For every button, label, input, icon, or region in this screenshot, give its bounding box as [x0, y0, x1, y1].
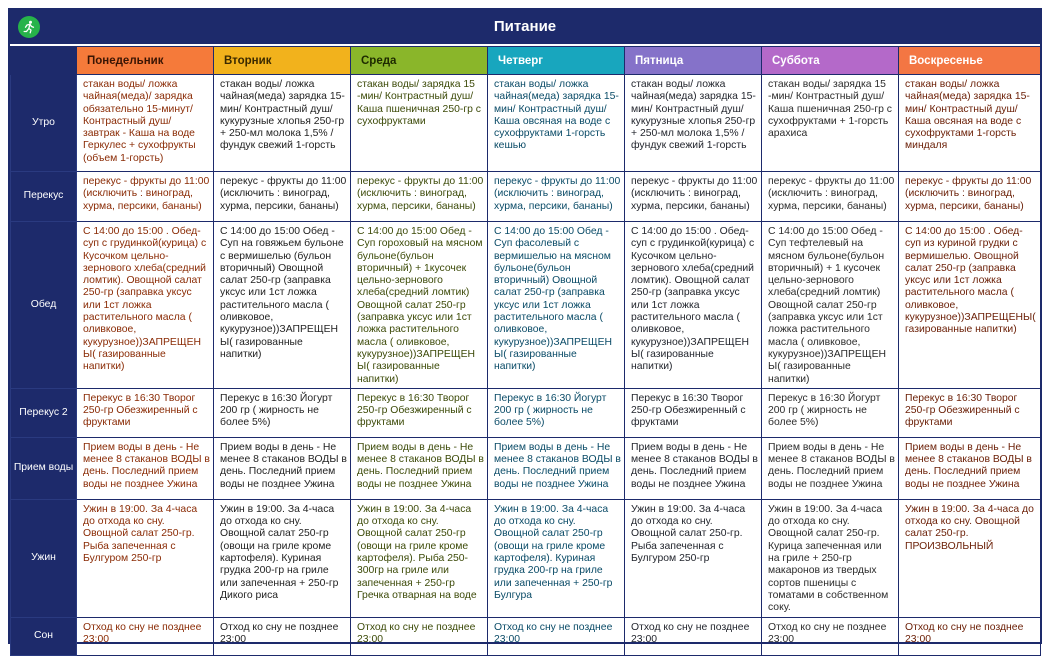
meal-cell: С 14:00 до 15:00 . Обед-суп из куриной грудки с вермишелью. Овощной салат 250-гр (заправка уксус или 1ст ложка растительного масла ( оливковое, кукурузное))ЗАПРЕЩЕНЫ( газированные напитки) — [899, 222, 1041, 389]
meal-cell: Прием воды в день - Не менее 8 стаканов ВОДЫ в день. Последний прием воды не позднее Ужина — [351, 437, 488, 499]
meal-cell: стакан воды/ зарядка 15 -мин/ Контрастный душ/ Каша пшеничная 250-гр с сухофруктами + 1-горсть арахиса — [762, 75, 899, 172]
meal-cell: Ужин в 19:00. За 4-часа до отхода ко сну. Овощной салат 250-гр (овощи на гриле кроме картофеля). Куриная грудка 200-гр на гриле или запеченная + 250-гр Булгура — [488, 499, 625, 617]
meal-cell: перекус - фрукты до 11:00 (исключить : виноград, хурма, персики, бананы) — [214, 172, 351, 222]
row-lunch — [11, 222, 1041, 389]
meal-cell: Прием воды в день - Не менее 8 стаканов ВОДЫ в день. Последний прием воды не позднее Ужина — [762, 437, 899, 499]
day-header-thursday: Четверг — [488, 47, 625, 75]
row-dinner — [11, 499, 1041, 617]
day-header-friday: Пятница — [625, 47, 762, 75]
meal-cell: стакан воды/ ложка чайная(меда) зарядка 15-мин/ Контрастный душ/ кукурузные хлопья 250-гр + 250-мл молока 1,5% / фундук свежий 1-горсть — [625, 75, 762, 172]
meal-cell: Прием воды в день - Не менее 8 стаканов ВОДЫ в день. Последний прием воды не позднее Ужина — [488, 437, 625, 499]
meal-cell: перекус - фрукты до 11:00 (исключить : виноград, хурма, персики, бананы) — [488, 172, 625, 222]
row-snack-2 — [11, 388, 1041, 437]
row-label: Прием воды — [11, 437, 77, 499]
row-label: Сон — [11, 617, 77, 655]
meal-cell: Ужин в 19:00. За 4-часа до отхода ко сну. Овощной салат 250-гр. Курица запеченная или на гриле + 250-гр макаронов из твердых сортов пшеницы с томатами в собственном соку. — [762, 499, 899, 617]
row-snack — [11, 172, 1041, 222]
meal-cell: Отход ко сну не позднее 23:00 — [351, 617, 488, 655]
meal-cell: стакан воды/ ложка чайная(меда) зарядка 15-мин/ Контрастный душ/ кукурузные хлопья 250-гр + 250-мл молока 1,5% / фундук свежий 1-горсть — [214, 75, 351, 172]
meal-cell: стакан воды/ ложка чайная(меда)/ зарядка обязательно 15-минут/ Контрастный душ/ завтрак - Каша на воде Геркулес + сухофрукты (объем 1-горсть) — [77, 75, 214, 172]
meal-cell: Отход ко сну не позднее 23:00 — [488, 617, 625, 655]
meal-schedule-table — [10, 46, 1041, 656]
meal-cell: С 14:00 до 15:00 . Обед-суп с грудинкой(курица) с Кусочком цельно-зернового хлеба(средний ломтик). Овощной салат 250-гр (заправка уксус или 1ст ложка растительного масла ( оливковое, кукурузное))ЗАПРЕЩЕНЫ( газированные напитки) — [625, 222, 762, 389]
row-label: Утро — [11, 75, 77, 172]
meal-cell: Ужин в 19:00. За 4-часа до отхода ко сну. Овощной салат 250-гр. ПРОИЗВОЛЬНЫЙ — [899, 499, 1041, 617]
meal-cell: перекус - фрукты до 11:00 (исключить : виноград, хурма, персики, бананы) — [762, 172, 899, 222]
meal-cell: С 14:00 до 15:00 . Обед-суп с грудинкой(курица) с Кусочком цельно-зернового хлеба(средний ломтик). Овощной салат 250-гр (заправка уксус или 1ст ложка растительного масла ( оливковое, кукурузное))ЗАПРЕЩЕНЫ( газированные напитки) — [77, 222, 214, 389]
meal-cell: Перекус в 16:30 Йогурт 200 гр ( жирность не более 5%) — [214, 388, 351, 437]
meal-cell: перекус - фрукты до 11:00 (исключить : виноград, хурма, персики, бананы) — [625, 172, 762, 222]
day-header-sunday: Воскресенье — [899, 47, 1041, 75]
meal-cell: Прием воды в день - Не менее 8 стаканов ВОДЫ в день. Последний прием воды не позднее Ужина — [214, 437, 351, 499]
header-corner — [11, 47, 77, 75]
meal-cell: Перекус в 16:30 Йогурт 200 гр ( жирность не более 5%) — [488, 388, 625, 437]
meal-cell: С 14:00 до 15:00 Обед - Суп на говяжьем бульоне с вермишелью (бульон вторичный) Овощной салат 250-гр (заправка уксус или 1ст ложка растительного масла ( оливковое, кукурузное))ЗАПРЕЩЕНЫ( газированные напитки) — [214, 222, 351, 389]
meal-cell: Отход ко сну не позднее 23:00 — [625, 617, 762, 655]
meal-cell: Ужин в 19:00. За 4-часа до отхода ко сну. Овощной салат 250-гр. Рыба запеченная с Булгуром 250-гр — [77, 499, 214, 617]
day-header-monday: Понедельник — [77, 47, 214, 75]
row-label: Перекус — [11, 172, 77, 222]
meal-cell: Ужин в 19:00. За 4-часа до отхода ко сну. Овощной салат 250-гр (овощи на гриле кроме картофеля). Рыба 250-300гр на гриле или запеченная + 250-гр Гречка отварная на воде — [351, 499, 488, 617]
meal-cell: Прием воды в день - Не менее 8 стаканов ВОДЫ в день. Последний прием воды не позднее Ужина — [625, 437, 762, 499]
title-bar — [10, 10, 1040, 44]
day-header-saturday: Суббота — [762, 47, 899, 75]
meal-cell: перекус - фрукты до 11:00 (исключить : виноград, хурма, персики, бананы) — [77, 172, 214, 222]
meal-cell: стакан воды/ ложка чайная(меда) зарядка 15-мин/ Контрастный душ/ Каша овсяная на воде с сухофруктами 1-горсть кешью — [488, 75, 625, 172]
meal-cell: Отход ко сну не позднее 23:00 — [762, 617, 899, 655]
day-header-wednesday: Среда — [351, 47, 488, 75]
meal-cell: перекус - фрукты до 11:00 (исключить : виноград, хурма, персики, бананы) — [351, 172, 488, 222]
meal-cell: С 14:00 до 15:00 Обед - Суп гороховый на мясном бульоне(бульон вторичный) + 1кусочек цельно-зернового хлеба(средний ломтик) Овощной салат 250-гр (заправка уксус или 1ст ложка растительного масла ( оливковое, кукурузное))ЗАПРЕЩЕНЫ( газированные напитки) — [351, 222, 488, 389]
meal-cell: Перекус в 16:30 Творог 250-гр Обезжиренный с фруктами — [625, 388, 762, 437]
meal-cell: Перекус в 16:30 Творог 250-гр Обезжиренный с фруктами — [77, 388, 214, 437]
row-water-intake — [11, 437, 1041, 499]
meal-cell: С 14:00 до 15:00 Обед - Суп фасолевый с вермишелью на мясном бульоне(бульон вторичный) Овощной салат 250-гр (заправка уксус или 1ст ложка растительного масла ( оливковое, кукурузное))ЗАПРЕЩЕНЫ( газированные напитки) — [488, 222, 625, 389]
meal-cell: стакан воды/ зарядка 15 -мин/ Контрастный душ/ Каша пшеничная 250-гр с сухофруктами — [351, 75, 488, 172]
meal-cell: Перекус в 16:30 Йогурт 200 гр ( жирность не более 5%) — [762, 388, 899, 437]
meal-cell: Прием воды в день - Не менее 8 стаканов ВОДЫ в день. Последний прием воды не позднее Ужина — [899, 437, 1041, 499]
meal-cell: Перекус в 16:30 Творог 250-гр Обезжиренный с фруктами — [899, 388, 1041, 437]
day-header-row — [11, 47, 1041, 75]
row-label: Ужин — [11, 499, 77, 617]
row-label: Перекус 2 — [11, 388, 77, 437]
meal-cell: Отход ко сну не позднее 23:00 — [77, 617, 214, 655]
meal-cell: Перекус в 16:30 Творог 250-гр Обезжиренный с фруктами — [351, 388, 488, 437]
meal-cell: Ужин в 19:00. За 4-часа до отхода ко сну. Овощной салат 250-гр (овощи на гриле кроме картофеля). Куриная грудка 200-гр на гриле или запеченная + 250-гр Дикого риса — [214, 499, 351, 617]
meal-cell: стакан воды/ ложка чайная(меда) зарядка 15-мин/ Контрастный душ/ Каша овсяная на воде с сухофруктами 1-горсть миндаля — [899, 75, 1041, 172]
day-header-tuesday: Вторник — [214, 47, 351, 75]
meal-cell: перекус - фрукты до 11:00 (исключить : виноград, хурма, персики, бананы) — [899, 172, 1041, 222]
meal-cell: Прием воды в день - Не менее 8 стаканов ВОДЫ в день. Последний прием воды не позднее Ужина — [77, 437, 214, 499]
row-morning — [11, 75, 1041, 172]
nutrition-plan-frame — [8, 8, 1042, 644]
meal-cell: Отход ко сну не позднее 23:00 — [214, 617, 351, 655]
meal-cell: Ужин в 19:00. За 4-часа до отхода ко сну. Овощной салат 250-гр. Рыба запеченная с Булгуром 250-гр — [625, 499, 762, 617]
meal-cell: С 14:00 до 15:00 Обед - Суп тефтелевый на мясном бульоне(бульон вторичный) + 1 кусочек цельно-зернового хлеба(средний ломтик) Овощной салат 250-гр (заправка уксус или 1ст ложка растительного масла ( оливковое, кукурузное))ЗАПРЕЩЕНЫ( газированные напитки) — [762, 222, 899, 389]
row-label: Обед — [11, 222, 77, 389]
meal-cell: Отход ко сну не позднее 23:00 — [899, 617, 1041, 655]
page-title: Питание — [493, 18, 557, 35]
